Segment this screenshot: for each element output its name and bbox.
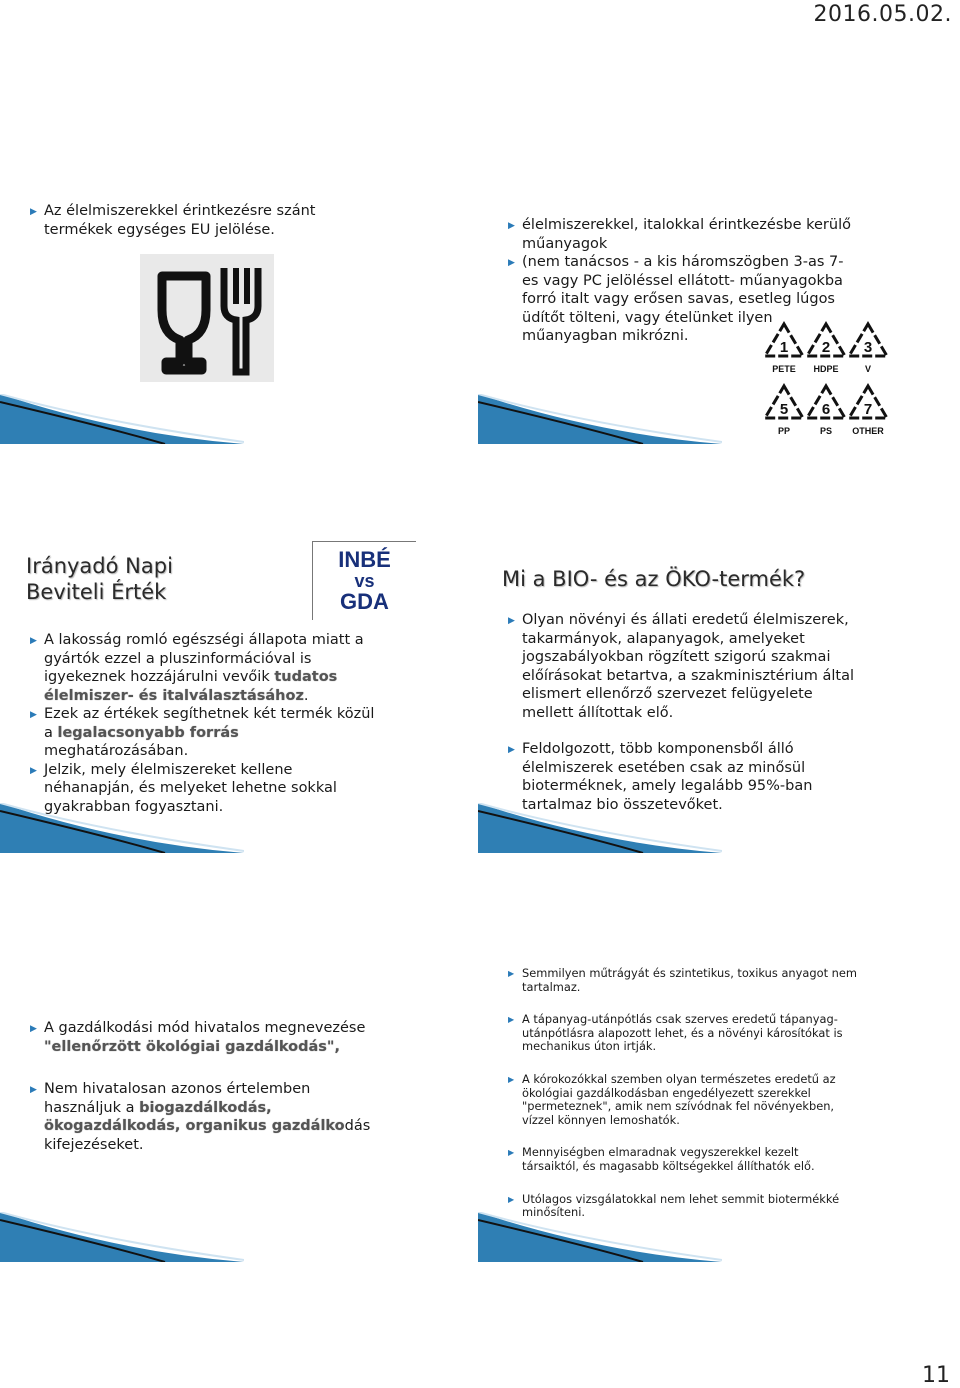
page-number: 11 [922, 1363, 950, 1388]
slide-plastic-codes [478, 174, 958, 444]
recycle-code-1-icon [765, 324, 803, 374]
recycle-code-3-icon [849, 324, 887, 374]
list-item: ▶ Feldolgozott, több komponensből álló élelmiszerek esetében csak az minősül bioterméknek, amely legalább 95%-ban tartalmaz bio összetevőket. [508, 741, 813, 813]
bullet-icon: ▶ [508, 1074, 515, 1084]
list-item: ▶ Olyan növényi és állati eredetű élelmiszerek, takarmányok, alapanyagok, amelyeket jogszabályokban rögzített szigorú szakmai előírásokat betartva, a szakminisztérium által elismert ellenőrző szervezet felügyelete mellett állítottak elő. [508, 612, 854, 721]
bullet-icon: ▶ [30, 765, 37, 776]
list-item: ▶ A tápanyag-utánpótlás csak szerves eredetű tápanyag-utánpótlásra alapozott lehet, és a növényi károsítókat is mechanikus úton irtják. [508, 1012, 843, 1054]
list-item: ▶ Semmilyen műtrágyát és szintetikus, toxikus anyagot nem tartalmaz. [508, 966, 857, 994]
slide-wave-decoration [478, 394, 722, 444]
bullet-icon: ▶ [508, 221, 515, 231]
list-item: ▶ A kórokozókkal szemben olyan természetes eredetű az ökológiai gazdálkodásban engedélyezett szerekkel "permeteznek", amik nem szívódnak fel növényekben, vízzel könnyen lemoshatók. [508, 1071, 836, 1127]
list-item: ▶ A gazdálkodási mód hivatalos megnevezése "ellenőrzött ökológiai gazdálkodás", [30, 1020, 366, 1055]
bullet-icon: ▶ [508, 616, 515, 626]
slide-wave-decoration [0, 803, 244, 853]
slide-official-name [0, 992, 480, 1262]
recycle-code-label: V [864, 364, 872, 374]
slide-bio-rules [478, 966, 958, 1262]
bullet-icon: ▶ [30, 1085, 37, 1095]
slide-wave-decoration [0, 394, 244, 444]
recycle-code-label: PS [819, 426, 833, 436]
recycle-code-number: 1 [779, 339, 789, 356]
bullet-icon: ▶ [30, 636, 37, 646]
slide-wave-decoration [478, 803, 722, 853]
slide-wave-decoration [478, 1212, 722, 1262]
list-item: ▶ (nem tanácsos - a kis háromszögben 3-as 7-es vagy PC jelöléssel ellátott- műanyagokba forró italt vagy erősen savas, esetleg lúgos üdítőt tölteni, vagy ételünket ilyen műanyagban mikrózni. [508, 254, 844, 344]
list-item: ▶ élelmiszerekkel, italokkal érintkezésbe kerülő műanyagok [508, 217, 851, 252]
recycle-code-number: 3 [863, 339, 873, 356]
bullet-icon: ▶ [30, 1024, 37, 1034]
recycle-code-label: PETE [772, 364, 796, 374]
list-item: ▶ Ezek az értékek segíthetnek két termék közül a legalacsonyabb forrás meghatározásában. [30, 706, 375, 759]
bullet-icon: ▶ [30, 710, 37, 720]
slide-title: Mi a BIO- és az ÖKO-termék? [502, 567, 806, 591]
recycle-code-5-icon [765, 386, 803, 436]
recycle-code-number: 2 [821, 339, 831, 356]
bullet-icon: ▶ [30, 207, 37, 217]
print-date: 2016.05.02. [813, 2, 952, 27]
slide-bio-eco [478, 567, 958, 853]
slide-title: Irányadó Napi Beviteli Érték [26, 554, 173, 604]
slide-food-contact-label [0, 174, 480, 444]
recycle-code-number: 6 [821, 401, 831, 418]
bullet-icon: ▶ [508, 745, 515, 755]
bullet-icon: ▶ [508, 1148, 515, 1158]
slide-inbe-gda [0, 547, 480, 853]
glass-and-fork-icon [140, 254, 274, 382]
bullet-icon: ▶ [508, 1015, 515, 1025]
recycle-code-7-icon [849, 386, 887, 436]
list-item: ▶ Mennyiségben elmaradnak vegyszerekkel kezelt társaiktól, és magasabb költségekkel állíthatók elő. [508, 1145, 815, 1173]
list-item: ▶ Az élelmiszerekkel érintkezésre szánt termékek egységes EU jelölése. [30, 203, 316, 238]
slide-wave-decoration [0, 1212, 244, 1262]
recycle-code-2-icon [807, 324, 845, 374]
recycle-code-number: 7 [863, 401, 873, 418]
recycle-code-number: 5 [779, 401, 789, 418]
inbe-vs-gda-badge: INBÉ vs GDA [312, 541, 416, 620]
list-item: ▶ A lakosság romló egészségi állapota miatt a gyártók ezzel a pluszinformációval is igyekeznek hozzájárulni vevőik tudatos élelmiszer- és italválasztásához. [30, 632, 364, 704]
bullet-icon: ▶ [508, 969, 515, 978]
recycle-codes-grid [762, 320, 892, 438]
recycle-code-6-icon [807, 386, 845, 436]
recycle-code-label: OTHER [852, 426, 884, 436]
bullet-icon: ▶ [508, 1194, 515, 1204]
bullet-icon: ▶ [508, 258, 515, 268]
list-item: ▶ Utólagos vizsgálatokkal nem lehet semmit biotermékké minősíteni. [508, 1191, 840, 1220]
list-item: ▶ Nem hivatalosan azonos értelemben használjuk a biogazdálkodás, ökogazdálkodás, organikus gazdálkodás kifejezéseket. [30, 1081, 371, 1153]
recycle-code-label: HDPE [813, 364, 839, 374]
recycle-code-label: PP [777, 426, 791, 436]
list-item: ▶ Jelzik, mely élelmiszereket kellene néhanapján, és melyeket lehetne sokkal gyakrabban fogyasztani. [30, 761, 337, 815]
